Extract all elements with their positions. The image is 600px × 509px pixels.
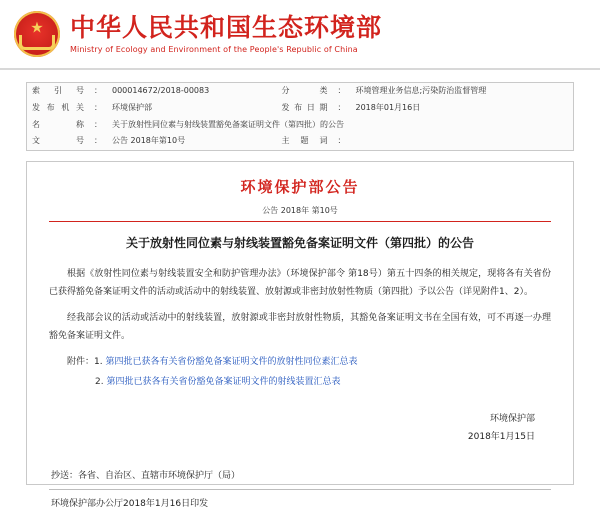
document-paragraph: 经我部会议的活动或活动中的射线装置，放射源或非密封放射性物质，其豁免备案证明文书在全国有效，可不再逐一办理豁免备案证明文件。 [49,313,551,341]
meta-label-keywords: 主 题 词 [281,136,328,146]
meta-label-docno: 文 号 [32,136,84,146]
header-title-block [70,14,382,55]
meta-value-index: 000014672/2018-00083 [112,86,210,95]
meta-colon: ： [94,119,102,129]
table-row [27,100,573,117]
meta-value-name: 关于放射性同位素与射线装置豁免备案证明文件（第四批）的公告 [112,119,344,129]
document-cc: 抄送：各省、自治区、直辖市环境保护厅（局） [51,470,241,481]
attachment-line-2 [95,374,551,392]
document-number: 公告 2018年 第10号 [262,206,338,216]
meta-colon: ： [337,136,346,146]
document-footer: 环境保护部办公厅2018年1月16日印发 [49,489,551,509]
meta-value-publisher: 环境保护部 [112,102,152,112]
table-row [27,133,573,150]
table-row [27,117,573,134]
meta-colon: ： [94,86,102,95]
emblem-ring-icon [19,35,55,50]
document-divider [49,221,551,222]
meta-colon: ： [94,102,102,112]
document-meta-table [27,83,573,150]
meta-value-docno: 公告 2018年第10号 [112,136,186,146]
attachment-link-2[interactable]: 第四批已获各有关省份豁免备案证明文件的射线装置汇总表 [106,376,341,387]
national-emblem-icon [14,11,60,57]
meta-label-category: 分类 [281,86,328,95]
document-paragraph: 根据《放射性同位素与射线装置安全和防护管理办法》（环境保护部令 第18号）第五十四条的相关规定，现将各有关省份已获得豁免备案证明文件的活动或活动中的射线装置、放射源或非密封放射性物质（第四批）予以公告（详见附件1、2）。 [49,269,551,297]
meta-label-date: 发布日期 [281,102,328,112]
signature-date: 2018年1月15日 [467,431,535,442]
site-header [0,0,600,70]
meta-colon: ： [94,136,102,146]
signature-organization: 环境保护部 [489,414,535,425]
table-row [27,83,573,100]
meta-value-date: 2018年01月16日 [355,102,421,112]
document-signature [49,411,551,445]
document-org-header: 环境保护部公告 [240,178,360,197]
document-body [26,161,574,509]
meta-value-category: 环境管理业务信息;污染防治监督管理 [355,86,487,95]
meta-label-name: 名 称 [32,119,84,129]
ministry-name-cn: 中华人民共和国生态环境部 [70,12,383,42]
attachment-2-prefix: 2. [95,376,104,387]
meta-value-keywords [351,133,574,150]
ministry-name-en: Ministry of Ecology and Environment of the People's Republic of China [70,45,358,55]
meta-label-index: 索 引 号 [32,86,84,95]
attachment-line-1 [49,354,551,372]
page-title: 关于放射性同位素与射线装置豁免备案证明文件（第四批）的公告 [125,236,474,251]
meta-label-publisher: 发布机关 [32,102,84,112]
meta-colon: ： [337,86,346,95]
attachment-prefix: 附件：1. [67,357,103,368]
document-meta-panel [26,82,574,151]
attachment-link-1[interactable]: 第四批已获各有关省份豁免备案证明文件的放射性同位素汇总表 [105,357,358,368]
meta-colon: ： [337,102,346,112]
emblem-star-icon: ★ [30,18,44,37]
